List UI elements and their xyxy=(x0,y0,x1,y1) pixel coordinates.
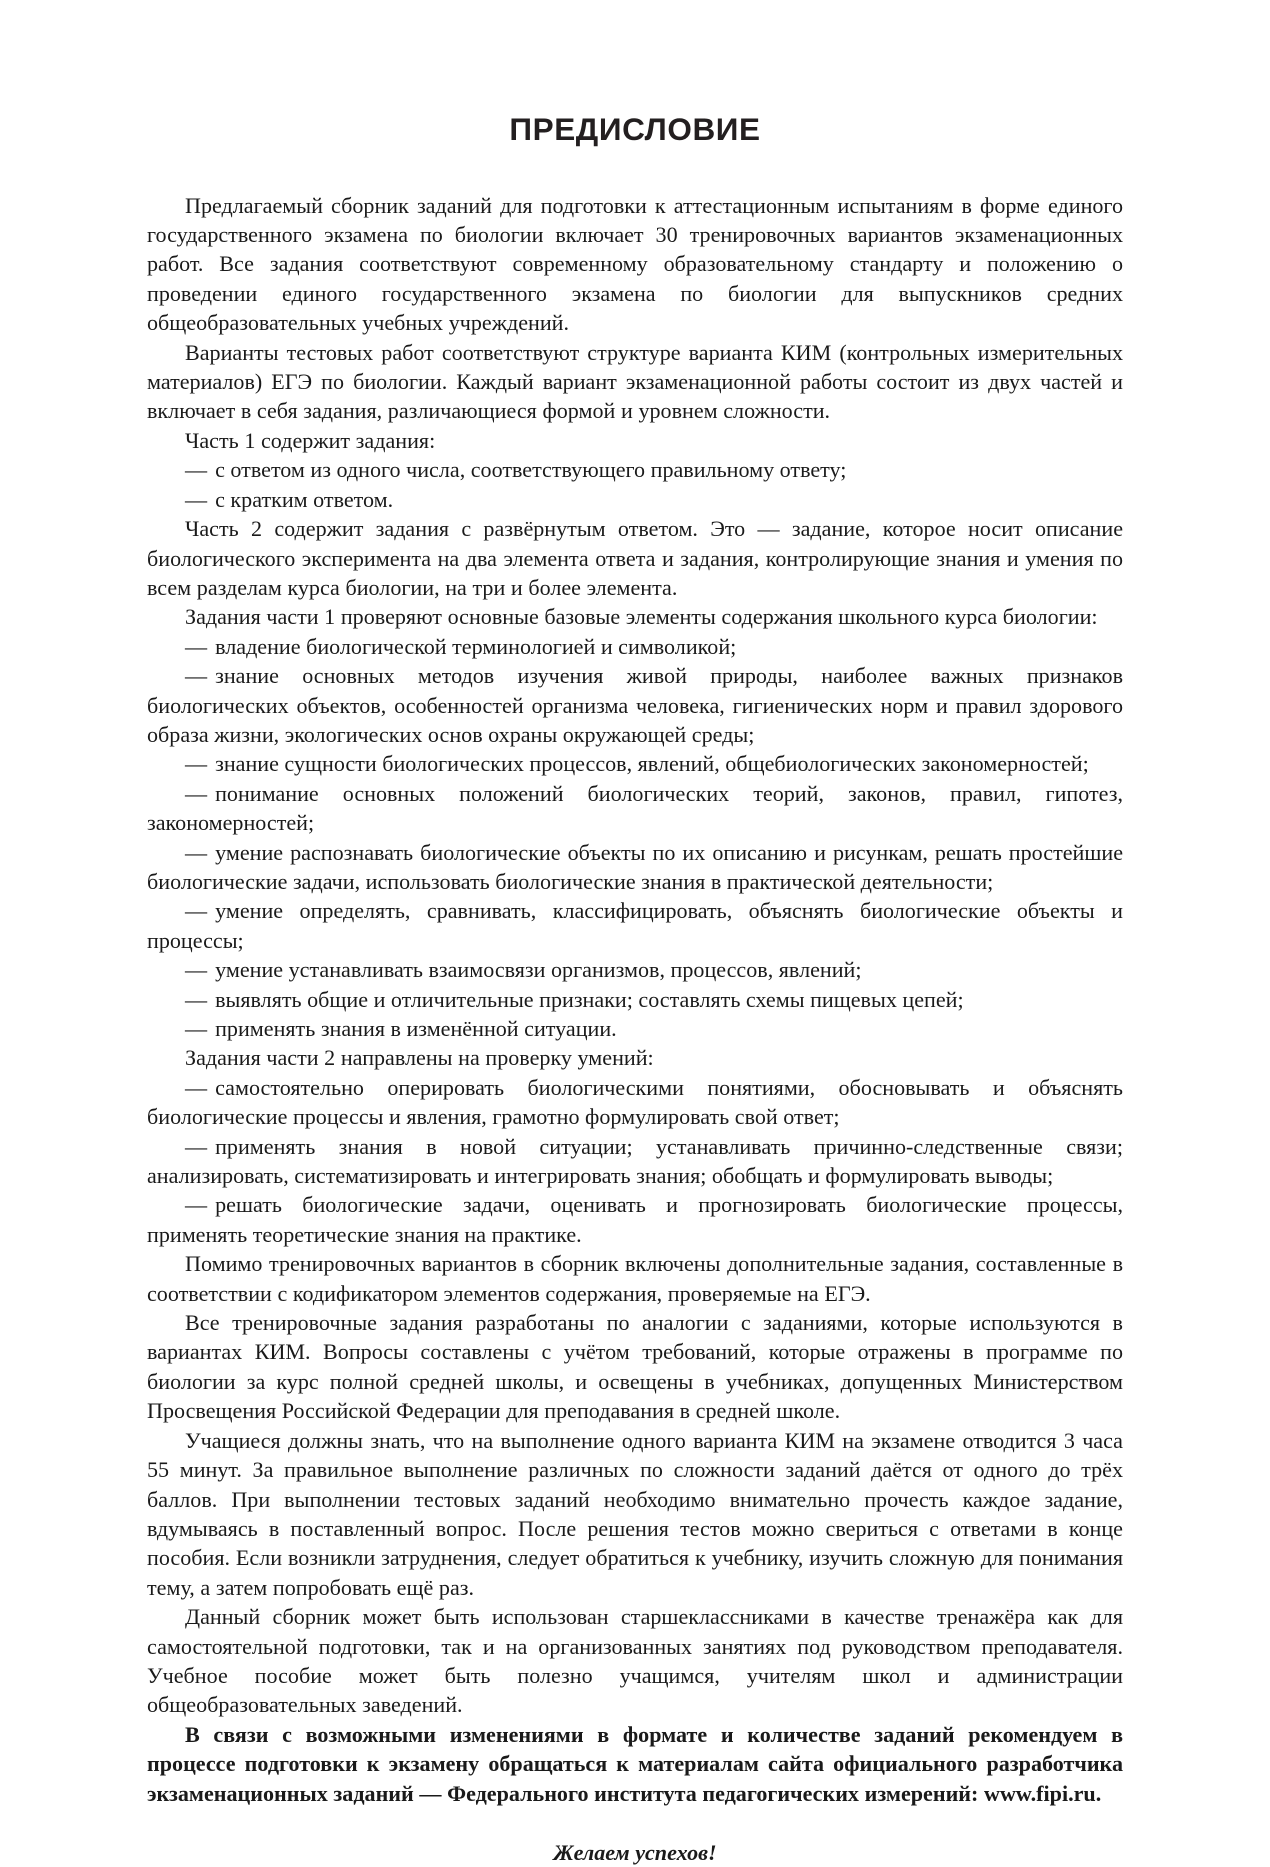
list-item xyxy=(147,955,1123,984)
list-item-label: применять знания в новой ситуации; устанавливать причинно-следственные связи; анализировать, систематизировать и интегрировать знания; обобщать и формулировать выводы; xyxy=(147,1133,1123,1189)
list-item-label: самостоятельно оперировать биологическими понятиями, обосновывать и объяснять биологические процессы и явления, грамотно формулировать свой ответ; xyxy=(147,1074,1123,1130)
paragraph-fipi-notice: В связи с возможными изменениями в формате и количестве заданий рекомендуем в процессе подготовки к экзамену обращаться к материалам сайта официального разработчика экзаменационных заданий — Федерального института педагогических измерений: www.fipi.ru. xyxy=(147,1721,1123,1806)
list-item-label: знание сущности биологических процессов, явлений, общебиологических закономерностей; xyxy=(215,751,1089,777)
list-item-label: понимание основных положений биологических теорий, законов, правил, гипотез, закономерностей; xyxy=(147,780,1123,836)
em-dash-icon: — xyxy=(185,663,208,689)
paragraph-part2-description: Часть 2 содержит задания с развёрнутым ответом. Это — задание, которое носит описание биологического эксперимента на два элемента ответа и задания, контролирующие знания и умения по всем разделам курса биологии, на три и более элемента. xyxy=(147,516,1123,600)
list-item xyxy=(147,632,1123,661)
list-item-label: с ответом из одного числа, соответствующего правильному ответу; xyxy=(215,457,847,483)
list-item-label: знание основных методов изучения живой природы, наиболее важных признаков биологических объектов, особенностей организма человека, гигиенических норм и правил здорового образа жизни, экологических основ охраны окружающей среды; xyxy=(147,663,1123,747)
em-dash-icon: — xyxy=(185,986,208,1012)
list-item xyxy=(147,838,1123,897)
list-item xyxy=(147,485,1123,514)
paragraph-usage: Данный сборник может быть использован старшеклассниками в качестве тренажёра как для самостоятельной подготовки, так и на организованных занятиях под руководством преподавателя. Учебное пособие может быть полезно учащимся, учителям школ и администрации общеобразовательных заведений. xyxy=(147,1604,1123,1718)
list-item xyxy=(147,1014,1123,1043)
em-dash-icon: — xyxy=(185,457,208,483)
paragraph-part1-skills-heading: Задания части 1 проверяют основные базовые элементы содержания школьного курса биологии: xyxy=(185,604,1098,630)
em-dash-icon: — xyxy=(185,1192,208,1218)
em-dash-icon: — xyxy=(185,1133,208,1159)
em-dash-icon: — xyxy=(185,898,208,924)
list-item xyxy=(147,1073,1123,1132)
list-item xyxy=(147,661,1123,749)
paragraph-additional-tasks: Помимо тренировочных вариантов в сборник включены дополнительные задания, составленные в соответствии с кодификатором элементов содержания, проверяемые на ЕГЭ. xyxy=(147,1251,1123,1306)
list-item-label: умение распознавать биологические объекты по их описанию и рисункам, решать простейшие биологические задачи, использовать биологические знания в практической деятельности; xyxy=(147,839,1123,894)
list-item xyxy=(147,1132,1123,1191)
em-dash-icon: — xyxy=(185,1074,208,1100)
em-dash-icon: — xyxy=(185,780,208,806)
em-dash-icon: — xyxy=(185,1016,208,1042)
list-item-label: умение определять, сравнивать, классифицировать, объяснять биологические объекты и процессы; xyxy=(147,898,1123,953)
paragraph-variants-structure: Варианты тестовых работ соответствуют структуре варианта КИМ (контрольных измерительных материалов) ЕГЭ по биологии. Каждый вариант экзаменационной работы состоит из двух частей и включает в себя задания, различающиеся формой и уровнем сложности. xyxy=(147,339,1123,424)
paragraph-exam-timing: Учащиеся должны знать, что на выполнение одного варианта КИМ на экзамене отводится 3 часа 55 минут. За правильное выполнение различных по сложности заданий даётся от одного до трёх баллов. При выполнении тестовых заданий необходимо внимательно прочесть каждое задание, вдумываясь в поставленный вопрос. После решения тестов можно свериться с ответами в конце пособия. Если возникли затруднения, следует обратиться к учебнику, изучить сложную для понимания тему, а затем попробовать ещё раз. xyxy=(147,1427,1123,1600)
em-dash-icon: — xyxy=(185,957,208,983)
paragraph-training-tasks: Все тренировочные задания разработаны по аналогии с заданиями, которые используются в вариантах КИМ. Вопросы составлены с учётом требований, которые отражены в программе по биологии за курс полной средней школы, и освещены в учебниках, допущенных Министерством Просвещения Российской Федерации для преподавания в средней школе. xyxy=(147,1310,1123,1424)
list-item xyxy=(147,896,1123,955)
list-item xyxy=(147,749,1123,778)
list-item-label: применять знания в изменённой ситуации. xyxy=(215,1016,617,1042)
paragraph-part2-skills-heading: Задания части 2 направлены на проверку умений: xyxy=(185,1045,654,1071)
list-item xyxy=(147,779,1123,838)
list-item xyxy=(147,1190,1123,1249)
page-title: ПРЕДИСЛОВИЕ xyxy=(509,111,761,147)
paragraph-intro: Предлагаемый сборник заданий для подготовки к аттестационным испытаниям в форме единого государственного экзамена по биологии включает 30 тренировочных вариантов экзаменационных работ. Все задания соответствуют современному образовательному стандарту и положению о проведении единого государственного экзамена по биологии для выпускников средних общеобразовательных учебных учреждений. xyxy=(147,192,1123,336)
closing-wish: Желаем успехов! xyxy=(553,1839,717,1865)
list-item-label: умение устанавливать взаимосвязи организмов, процессов, явлений; xyxy=(215,957,862,983)
list-item-label: владение биологической терминологией и символикой; xyxy=(215,633,737,659)
list-item-label: выявлять общие и отличительные признаки; составлять схемы пищевых цепей; xyxy=(215,986,964,1012)
list-item-label: с кратким ответом. xyxy=(215,486,394,512)
em-dash-icon: — xyxy=(185,486,208,512)
em-dash-icon: — xyxy=(185,633,208,659)
list-item xyxy=(147,455,1123,484)
list-item-label: решать биологические задачи, оценивать и прогнозировать биологические процессы, применять теоретические знания на практике. xyxy=(147,1192,1123,1247)
list-item xyxy=(147,985,1123,1014)
document-content xyxy=(147,112,1123,1867)
paragraph-part1-heading: Часть 1 содержит задания: xyxy=(185,427,436,453)
em-dash-icon: — xyxy=(185,839,208,865)
em-dash-icon: — xyxy=(185,751,208,777)
